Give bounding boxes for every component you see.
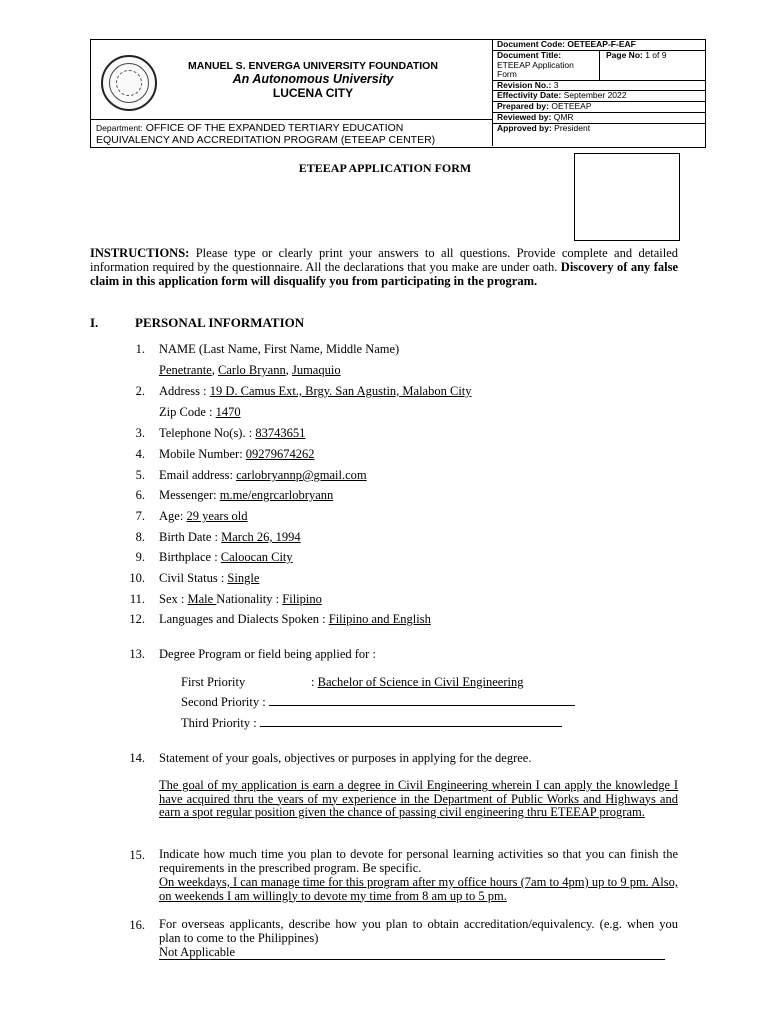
degree-program-label: Degree Program or field being applied for : (159, 647, 376, 661)
item-number: 16. (129, 918, 145, 932)
department-field (96, 122, 486, 146)
approved-by: Approved by: President (497, 123, 591, 133)
section-title: PERSONAL INFORMATION (135, 315, 305, 330)
nationality-label: Nationality : (216, 592, 283, 606)
address-label: Address : (159, 384, 210, 398)
second-priority-label: Second Priority : (181, 695, 269, 709)
email-field (159, 468, 367, 483)
department-line-2: EQUIVALENCY AND ACCREDITATION PROGRAM (ETEEAP CENTER) (96, 134, 436, 146)
name-value: Penetrante, Carlo Bryann, Jumaquio (159, 363, 341, 377)
age-value: 29 years old (186, 509, 248, 523)
last-name-value: Penetrante (159, 363, 212, 377)
university-seal-logo (101, 55, 157, 111)
birthplace-label: Birthplace : (159, 550, 221, 564)
first-priority-value: Bachelor of Science in Civil Engineering (317, 675, 524, 689)
university-subtitle: An Autonomous University (232, 72, 394, 86)
zip-code-value: 1470 (215, 405, 241, 419)
item-number: 8. (135, 530, 145, 544)
first-priority-field: : Bachelor of Science in Civil Engineering (311, 675, 524, 689)
middle-name-value: Jumaquio (291, 363, 341, 377)
nationality-value: Filipino (282, 592, 322, 606)
mobile-field (159, 447, 315, 462)
second-priority-field (181, 695, 575, 710)
item-number: 13. (129, 647, 145, 661)
goals-label: Statement of your goals, objectives or purposes in applying for the degree. (159, 751, 532, 765)
effectivity-date: Effectivity Date: September 2022 (497, 90, 627, 100)
civil-status-value: Single (227, 571, 260, 585)
third-priority-label: Third Priority : (181, 716, 260, 730)
third-priority-field (181, 716, 562, 731)
revision-number: Revision No.: 3 (497, 80, 559, 90)
item-number: 3. (135, 426, 145, 440)
instructions-label: INSTRUCTIONS: (90, 246, 190, 260)
third-priority-blank (260, 726, 562, 727)
instructions (90, 247, 678, 288)
age-label: Age: (159, 509, 187, 523)
sex-value: Male (187, 592, 217, 606)
messenger-field (159, 488, 333, 503)
photo-box (574, 153, 680, 241)
address-value: 19 D. Camus Ext., Brgy. San Agustin, Malabon City (209, 384, 472, 398)
time-answer: On weekdays, I can manage time for this program after my office hours (7am to 4pm) up to 9 pm. Also, on weekends I am willingly to devote my time from 8 am up to 5 pm. (159, 875, 678, 903)
mobile-label: Mobile Number: (159, 447, 246, 461)
item-number: 15. (129, 848, 145, 862)
telephone-field (159, 426, 305, 441)
reviewed-by: Reviewed by: QMR (497, 112, 574, 122)
overseas-answer-field (159, 945, 665, 960)
page-number: Page No: 1 of 9 (606, 50, 667, 60)
zip-code-label: Zip Code : (159, 405, 216, 419)
zip-code-field (159, 405, 241, 420)
item-number: 5. (135, 468, 145, 482)
sex-label: Sex : (159, 592, 188, 606)
mobile-value: 09279674262 (245, 447, 315, 461)
prepared-by: Prepared by: OETEEAP (497, 101, 592, 111)
birthplace-value: Caloocan City (220, 550, 293, 564)
item-number: 7. (135, 509, 145, 523)
birth-date-field (159, 530, 301, 545)
email-label: Email address: (159, 468, 237, 482)
address-field (159, 384, 472, 399)
first-name-value: Carlo Bryann (218, 363, 286, 377)
document-title-value-2: Form (497, 69, 517, 79)
university-name: MANUEL S. ENVERGA UNIVERSITY FOUNDATION (188, 60, 438, 72)
document-code: Document Code: OETEEAP-F-EAF (497, 39, 636, 49)
goals-answer: The goal of my application is earn a degree in Civil Engineering wherein I can apply the knowledge I have acquired thru the years of my experience in the Department of Public Works and Highways and earn a spot regular position given the chance of passing civil engineering thru ETEEAP program. (159, 778, 678, 820)
civil-status-label: Civil Status : (159, 571, 228, 585)
document-title-cell (497, 51, 601, 80)
department-line-1: OFFICE OF THE EXPANDED TERTIARY EDUCATION (145, 122, 404, 134)
birthplace-field (159, 550, 293, 565)
item-number: 14. (129, 751, 145, 765)
birth-date-value: March 26, 1994 (221, 530, 301, 544)
first-priority-label: First Priority (181, 675, 246, 689)
time-label: Indicate how much time you plan to devote for personal learning activities so that you can finish the requirements in the prescribed program. Be specific. (159, 847, 678, 875)
document-title-label: Document Title: (497, 50, 562, 60)
languages-field (159, 612, 431, 627)
languages-value: Filipino and English (328, 612, 431, 626)
overseas-label: For overseas applicants, describe how you plan to obtain accreditation/equivalency. (e.g. when you plan to come to the Philippines) (159, 917, 678, 945)
name-label: NAME (Last Name, First Name, Middle Name) (159, 342, 400, 356)
instructions-warning: Discovery of any false claim in this application form will disqualify you from participating in the program. (90, 259, 679, 288)
instructions-text: Please type or clearly print your answers to all questions. Provide complete and detailed information required by the questionnaire. All the declarations that you make are under oath. (90, 246, 679, 274)
sex-nationality-field (159, 592, 322, 607)
item-number: 11. (129, 592, 145, 606)
languages-label: Languages and Dialects Spoken : (159, 612, 329, 626)
messenger-label: Messenger: (159, 488, 220, 502)
birth-date-label: Birth Date : (159, 530, 222, 544)
item-number: 4. (135, 447, 145, 461)
telephone-label: Telephone No(s). : (159, 426, 256, 440)
item-number: 12. (129, 612, 145, 626)
item-number: 6. (135, 488, 145, 502)
document-title-value-1: ETEEAP Application (497, 59, 574, 70)
civil-status-field (159, 571, 259, 586)
item-number: 1. (135, 342, 145, 356)
second-priority-blank (269, 705, 575, 706)
messenger-value: m.me/engrcarlobryann (219, 488, 334, 502)
item-number: 2. (135, 384, 145, 398)
age-field (159, 509, 248, 524)
overseas-answer: Not Applicable (159, 945, 236, 959)
form-title: ETEEAP APPLICATION FORM (298, 161, 472, 175)
university-city: LUCENA CITY (272, 86, 354, 100)
telephone-value: 83743651 (255, 426, 306, 440)
department-label: Department: (96, 123, 143, 133)
item-number: 10. (129, 571, 145, 585)
item-number: 9. (135, 550, 145, 564)
email-value: carlobryannp@gmail.com (236, 468, 367, 482)
section-number: I. (90, 315, 99, 330)
